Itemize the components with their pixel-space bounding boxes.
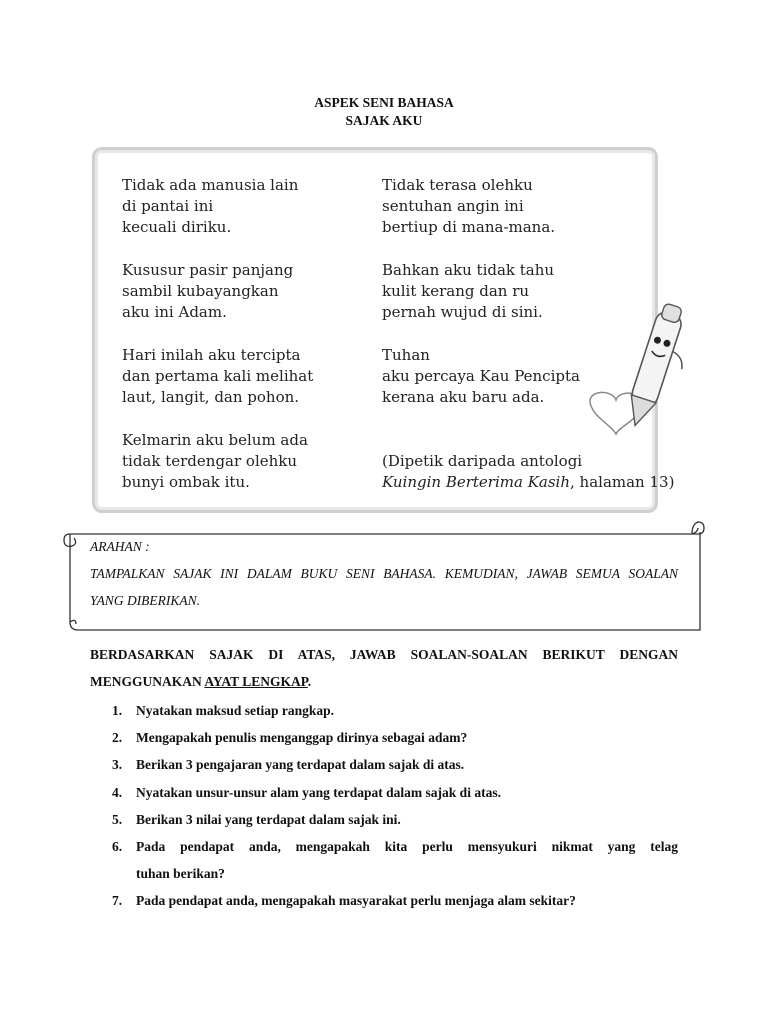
question-text: Pada pendapat anda, mengapakah masyarakat perlu menjaga alam sekitar?	[136, 893, 576, 908]
poem-stanza	[122, 260, 293, 323]
poem-source	[382, 451, 674, 493]
poem-line: Tidak ada manusia lain	[122, 176, 299, 194]
question-number: 1.	[112, 703, 123, 718]
question-number: 2.	[112, 730, 123, 745]
question-number: 6.	[112, 839, 123, 854]
question-number: 5.	[112, 812, 123, 827]
poem-stanza	[122, 345, 313, 408]
question-text: Pada pendapat anda, mengapakah kita perlu mensyukuri nikmat yang telag	[136, 839, 678, 854]
page-title: ASPEK SENI BAHASA	[314, 95, 454, 110]
source-line: (Dipetik daripada antologi	[382, 452, 583, 470]
question-text: Nyatakan maksud setiap rangkap.	[136, 703, 335, 718]
poem-stanza	[382, 175, 555, 238]
source-book-title: Kuingin Berterima Kasih	[382, 473, 571, 491]
question-text: tuhan berikan?	[136, 866, 225, 881]
poem-line: aku ini Adam.	[122, 303, 227, 321]
instruction-heading: ARAHAN :	[90, 539, 150, 554]
poem-line: kecuali diriku.	[122, 218, 232, 236]
question-number: 7.	[112, 893, 123, 908]
pen-character-icon	[582, 300, 692, 440]
poem-line: aku percaya Kau Pencipta	[382, 367, 580, 385]
poem-line: pernah wujud di sini.	[382, 303, 543, 321]
poem-line: kerana aku baru ada.	[382, 388, 545, 406]
question-number: 3.	[112, 757, 123, 772]
poem-stanza	[382, 260, 554, 323]
question-text: Nyatakan unsur-unsur alam yang terdapat dalam sajak di atas.	[136, 785, 501, 800]
source-page: , halaman 13)	[570, 473, 675, 491]
poem-line: laut, langit, dan pohon.	[122, 388, 300, 406]
question-text: Mengapakah penulis menganggap dirinya sebagai adam?	[136, 730, 468, 745]
question-text: Berikan 3 nilai yang terdapat dalam sajak ini.	[136, 812, 401, 827]
poem-stanza	[122, 430, 308, 493]
poem-line: tidak terdengar olehku	[122, 452, 298, 470]
poem-line: bertiup di mana-mana.	[382, 218, 556, 236]
source-line	[382, 472, 674, 493]
question-text: Berikan 3 pengajaran yang terdapat dalam sajak di atas.	[136, 757, 465, 772]
poem-line: Tidak terasa olehku	[382, 176, 533, 194]
question-number: 4.	[112, 785, 123, 800]
poem-line: sentuhan angin ini	[382, 197, 524, 215]
task-text: .	[307, 674, 312, 689]
poem-line: sambil kubayangkan	[122, 282, 279, 300]
poem-stanza	[382, 345, 580, 408]
task-text: MENGGUNAKAN	[90, 674, 205, 689]
task-instruction	[90, 674, 311, 690]
poem-line: Tuhan	[382, 346, 430, 364]
poem-line: bunyi ombak itu.	[122, 473, 250, 491]
poem-line: di pantai ini	[122, 197, 214, 215]
instruction-line: TAMPALKAN SAJAK INI DALAM BUKU SENI BAHASA. KEMUDIAN, JAWAB SEMUA SOALAN	[90, 566, 678, 581]
task-instruction: BERDASARKAN SAJAK DI ATAS, JAWAB SOALAN-SOALAN BERIKUT DENGAN	[90, 647, 678, 662]
poem-line: dan pertama kali melihat	[122, 367, 314, 385]
poem-line: Bahkan aku tidak tahu	[382, 261, 555, 279]
poem-line: Kususur pasir panjang	[122, 261, 294, 279]
poem-stanza	[122, 175, 298, 238]
emphasis-underlined: AYAT LENGKAP	[204, 674, 308, 689]
instruction-line: YANG DIBERIKAN.	[90, 593, 201, 608]
poem-line: kulit kerang dan ru	[382, 282, 530, 300]
poem-line: Kelmarin aku belum ada	[122, 431, 308, 449]
poem-title: SAJAK AKU	[345, 113, 423, 128]
poem-line: Hari inilah aku tercipta	[122, 346, 301, 364]
